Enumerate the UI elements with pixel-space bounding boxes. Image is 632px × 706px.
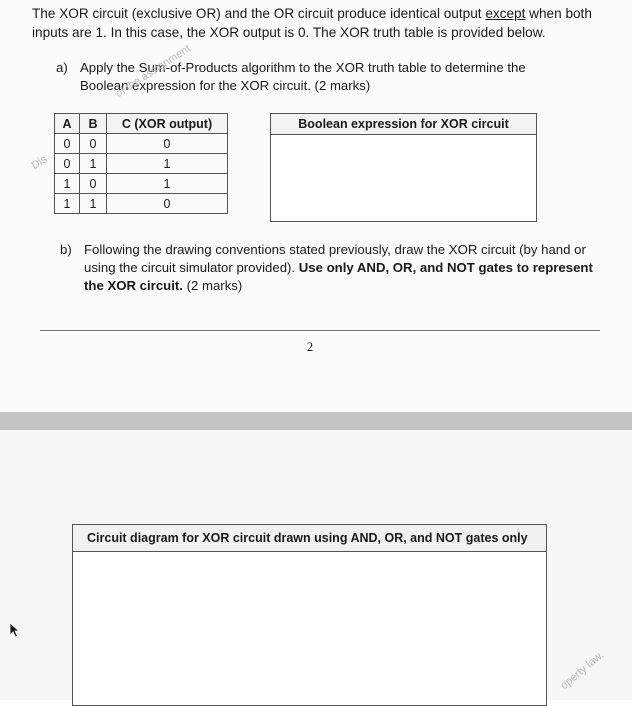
question-a-line2: Boolean expression for the XOR circuit. (2 marks) [80, 78, 371, 93]
question-b-label: b) [60, 242, 72, 257]
truth-cell-a: 0 [55, 154, 80, 174]
circuit-diagram-title: Circuit diagram for XOR circuit drawn using AND, OR, and NOT gates only [73, 525, 546, 552]
intro-paragraph [32, 4, 617, 42]
truth-table-header-row [55, 114, 228, 134]
page-separator [0, 412, 632, 430]
watermark-bottom-right: operty law. [558, 649, 607, 692]
boolean-expression-box [270, 113, 537, 222]
truth-cell-a: 0 [55, 134, 80, 154]
truth-table-header-a: A [55, 114, 80, 134]
watermark-top: of the assignment [113, 42, 193, 100]
boolean-expression-answer-area[interactable] [271, 135, 536, 221]
page-number: 2 [306, 340, 314, 354]
truth-cell-c: 0 [107, 134, 228, 154]
truth-table-row [55, 154, 228, 174]
pointer-arrow-icon [8, 622, 24, 638]
intro-text-before: The XOR circuit (exclusive OR) and the OR circuit produce identical output [32, 6, 486, 21]
truth-cell-a: 1 [55, 174, 80, 194]
truth-cell-c: 0 [107, 194, 228, 214]
truth-cell-b: 1 [80, 194, 107, 214]
truth-table-header-b: B [80, 114, 107, 134]
truth-cell-b: 1 [80, 154, 107, 174]
truth-cell-b: 0 [80, 174, 107, 194]
truth-cell-b: 0 [80, 134, 107, 154]
intro-text-after: when both inputs are 1. In this case, the XOR output is 0. The XOR truth table is provided below. [32, 6, 592, 40]
truth-table-row [55, 174, 228, 194]
truth-table-row [55, 194, 228, 214]
truth-cell-a: 1 [55, 194, 80, 214]
watermark-left: Dis [29, 153, 50, 172]
truth-cell-c: 1 [107, 154, 228, 174]
circuit-diagram-box [72, 524, 547, 706]
boolean-expression-title: Boolean expression for XOR circuit [271, 114, 536, 135]
question-b-text-bold: Use only AND, OR, and NOT gates to represent the XOR circuit. [84, 260, 593, 293]
question-b [60, 241, 605, 295]
truth-table-header-c: C (XOR output) [107, 114, 228, 134]
truth-table-row [55, 134, 228, 154]
truth-cell-c: 1 [107, 174, 228, 194]
question-b-text-end: (2 marks) [182, 278, 243, 293]
circuit-diagram-answer-area[interactable] [73, 552, 546, 702]
footer-rule [40, 330, 600, 331]
question-a-label: a) [56, 60, 68, 75]
question-a-line1: Apply the Sum-of-Products algorithm to the XOR truth table to determine the [80, 60, 526, 75]
intro-underlined-word: except [485, 6, 526, 21]
question-b-text-normal: Following the drawing conventions stated previously, draw the XOR circuit (by hand or using the circuit simulator provided). [84, 242, 586, 275]
xor-truth-table [54, 113, 228, 214]
question-b-text [60, 241, 605, 295]
